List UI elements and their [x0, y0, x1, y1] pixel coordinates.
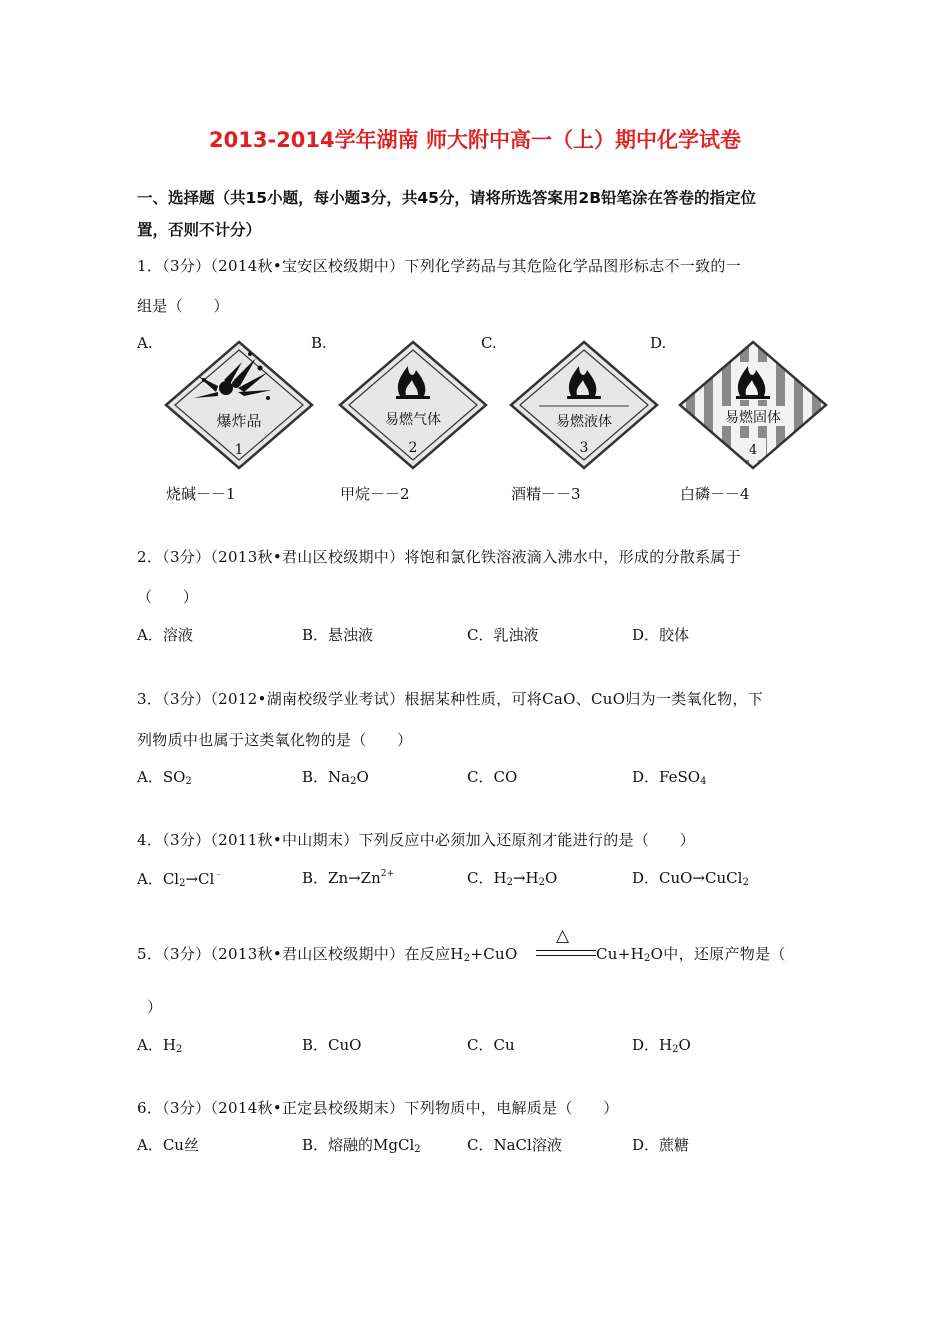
sign-c-number: 3: [579, 440, 589, 456]
question-2-text-cont: （ ）: [137, 588, 199, 606]
sign-d-label: 易燃固体: [725, 410, 781, 426]
q6-option-a[interactable]: A．Cu丝: [137, 1136, 199, 1154]
q1-option-b-letter[interactable]: B.: [311, 334, 327, 352]
heat-condition-icon: △: [556, 926, 570, 946]
question-6-text: 6．（3分）（2014秋•正定县校级期末）下列物质中，电解质是（ ）: [137, 1099, 619, 1117]
question-3-text: 3．（3分）（2012•湖南校级学业考试）根据某种性质，可将CaO、CuO归为一类氧化物，下: [137, 690, 764, 708]
q4-option-d[interactable]: D．CuO→CuCl$_2$: [632, 869, 749, 888]
sign-b-label: 易燃气体: [385, 412, 441, 428]
question-1-text-cont: 组是（ ）: [137, 297, 229, 315]
sign-d-number: 4: [748, 443, 758, 458]
q1-option-d-letter[interactable]: D.: [650, 334, 667, 352]
question-5-text-cont: ）: [147, 998, 163, 1016]
sign-b-number: 2: [408, 440, 418, 456]
q1-option-a-letter[interactable]: A.: [137, 334, 153, 352]
q1-option-b-caption: 甲烷－－2: [340, 485, 410, 503]
q1-option-a-caption: 烧碱－－1: [166, 485, 236, 503]
q2-option-a[interactable]: A．溶液: [137, 626, 193, 644]
q4-option-b[interactable]: B．$Zn\to Zn^{2+}$: [302, 869, 395, 887]
question-4-text: 4．（3分）（2011秋•中山期末）下列反应中必须加入还原剂才能进行的是（ ）: [137, 831, 696, 849]
question-5-text: 5．（3分）（2013秋•君山区校级期中）在反应$H_2+CuO$: [137, 945, 518, 964]
sign-a-label: 爆炸品: [216, 412, 262, 430]
sign-c-label: 易燃液体: [556, 414, 612, 430]
q6-option-c[interactable]: C．NaCl溶液: [467, 1136, 562, 1154]
q1-option-c-caption: 酒精－－3: [511, 485, 581, 503]
section-heading-line2: 置，否则不计分）: [137, 221, 262, 239]
q3-option-b[interactable]: B．$Na_2O$: [302, 768, 369, 787]
q2-option-b[interactable]: B．悬浊液: [302, 626, 374, 644]
flammable-liquid-sign: [509, 340, 659, 470]
q3-option-a[interactable]: A．$SO_2$: [137, 768, 192, 787]
q4-option-c[interactable]: C．$H_2\to H_2O$: [467, 869, 558, 888]
q6-option-b[interactable]: B．熔融的MgCl$_2$: [302, 1136, 421, 1155]
flammable-gas-sign: [338, 340, 488, 470]
q4-option-a[interactable]: A．$Cl_2\to Cl^﹣$: [137, 870, 224, 889]
question-5-text-right: $Cu+H_2O$中，还原产物是（: [596, 945, 786, 964]
q2-option-d[interactable]: D．胶体: [632, 626, 690, 644]
q5-option-a[interactable]: A．$H_2$: [137, 1036, 183, 1055]
q1-option-d-caption: 白磷－－4: [680, 485, 750, 503]
q1-option-c-letter[interactable]: C.: [481, 334, 497, 352]
q5-option-b[interactable]: B．CuO: [302, 1036, 362, 1054]
section-heading-line1: 一、选择题（共15小题，每小题3分，共45分，请将所选答案用2B铅笔涂在答卷的指定位: [137, 189, 757, 207]
page-title: 2013-2014学年湖南 师大附中高一（上）期中化学试卷: [209, 128, 741, 152]
q5-option-c[interactable]: C．Cu: [467, 1036, 515, 1054]
question-2-text: 2．（3分）（2013秋•君山区校级期中）将饱和氯化铁溶液滴入沸水中，形成的分散系属于: [137, 548, 742, 566]
question-3-text-cont: 列物质中也属于这类氧化物的是（ ）: [137, 731, 413, 749]
q6-option-d[interactable]: D．蔗糖: [632, 1136, 690, 1154]
q5-option-d[interactable]: D．$H_2O$: [632, 1036, 691, 1055]
q2-option-c[interactable]: C．乳浊液: [467, 626, 539, 644]
sign-a-number: 1: [234, 442, 244, 458]
question-1-text: 1．（3分）（2014秋•宝安区校级期中）下列化学药品与其危险化学品图形标志不一致的一: [137, 257, 742, 275]
q3-option-d[interactable]: D．FeSO$_4$: [632, 768, 707, 787]
q3-option-c[interactable]: C．CO: [467, 768, 518, 786]
flammable-solid-sign: [678, 340, 828, 470]
explosive-hazard-sign: [164, 340, 314, 470]
